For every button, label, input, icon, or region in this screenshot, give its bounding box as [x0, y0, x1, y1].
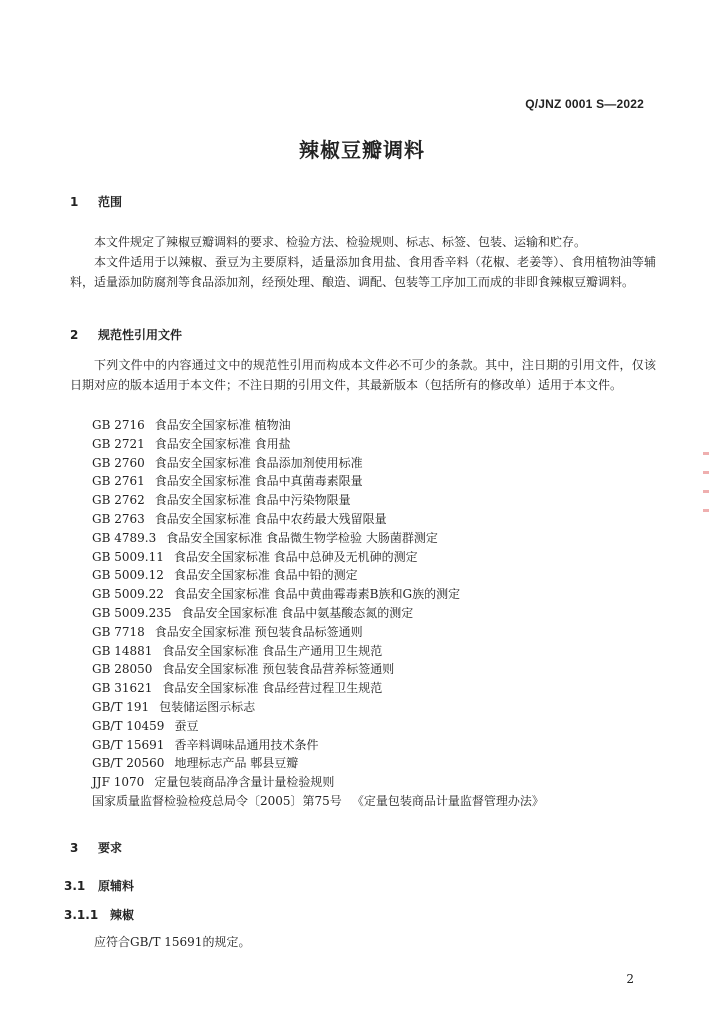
section-title: 范围 — [98, 195, 123, 209]
reference-item — [92, 792, 544, 811]
document-title: 辣椒豆瓣调料 — [299, 138, 425, 162]
reference-name: 食品安全国家标准 食品中铅的测定 — [173, 568, 358, 583]
reference-item — [92, 510, 544, 529]
reference-item — [92, 698, 544, 717]
reference-code: GB 4789.3 — [92, 530, 157, 545]
reference-item — [92, 604, 544, 623]
section-2-heading — [70, 326, 182, 343]
page-number: 2 — [626, 972, 634, 986]
reference-code: GB 2716 — [92, 418, 145, 432]
reference-code: GB 2721 — [92, 436, 145, 451]
reference-name: 食品安全国家标准 食品生产通用卫生规范 — [162, 643, 383, 658]
reference-name: 《定量包装商品计量监督管理办法》 — [351, 793, 544, 808]
reference-code: GB 28050 — [92, 662, 153, 677]
subsection-3-1-heading — [64, 877, 134, 894]
reference-item — [92, 679, 544, 698]
reference-item — [92, 754, 544, 773]
document-code: Q/JNZ 0001 S—2022 — [525, 97, 644, 111]
reference-name: 食品安全国家标准 食品中总砷及无机砷的测定 — [173, 549, 418, 564]
reference-item — [92, 416, 544, 435]
reference-code: GB 5009.22 — [92, 587, 164, 602]
reference-name: 地理标志产品 郫县豆瓣 — [174, 756, 299, 771]
reference-name: 食品安全国家标准 食品中氨基酸态氮的测定 — [181, 605, 414, 620]
section-title: 要求 — [98, 841, 123, 855]
reference-item — [92, 623, 544, 642]
reference-code: GB 5009.11 — [92, 549, 164, 564]
reference-code: GB 5009.12 — [92, 568, 164, 583]
reference-name: 食品安全国家标准 食品添加剂使用标准 — [154, 455, 363, 470]
reference-code: GB/T 10459 — [92, 718, 165, 733]
reference-item — [92, 660, 544, 679]
reference-name: 香辛料调味品通用技术条件 — [174, 737, 319, 752]
reference-code: GB 2760 — [92, 455, 145, 470]
reference-name: 食品安全国家标准 食品中污染物限量 — [154, 493, 351, 508]
reference-item — [92, 435, 544, 454]
section-1-paragraph-1: 本文件规定了辣椒豆瓣调料的要求、检验方法、检验规则、标志、标签、包装、运输和贮存。 — [94, 235, 587, 249]
reference-name: 食品安全国家标准 食品经营过程卫生规范 — [162, 681, 383, 696]
section-title: 规范性引用文件 — [98, 328, 183, 342]
reference-name: 食品安全国家标准 食用盐 — [154, 436, 291, 451]
section-number: 1 — [70, 195, 79, 209]
reference-code: GB/T 191 — [92, 699, 150, 714]
reference-code: GB 7718 — [92, 624, 145, 639]
reference-code: GB 14881 — [92, 643, 153, 658]
subsection-3-1-1-heading — [64, 906, 134, 923]
reference-item — [92, 472, 544, 491]
reference-item — [92, 566, 544, 585]
reference-code: GB 5009.235 — [92, 605, 172, 620]
reference-item — [92, 454, 544, 473]
reference-code: GB 2762 — [92, 493, 145, 508]
subsection-title: 原辅料 — [98, 879, 135, 893]
reference-item — [92, 548, 544, 567]
reference-code: 国家质量监督检验检疫总局令〔2005〕第75号 — [92, 793, 342, 808]
subsection-title: 辣椒 — [110, 908, 135, 922]
section-3-paragraph-1: 应符合GB/T 15691的规定。 — [94, 935, 251, 949]
section-number: 3 — [70, 841, 79, 855]
reference-name: 蚕豆 — [174, 718, 199, 733]
section-3-heading — [70, 839, 122, 856]
reference-name: 食品安全国家标准 植物油 — [154, 418, 291, 432]
section-1-heading — [70, 193, 122, 210]
reference-name: 包装储运图示标志 — [159, 699, 256, 714]
reference-name: 食品安全国家标准 食品微生物学检验 大肠菌群测定 — [166, 530, 438, 545]
subsection-number: 3.1 — [64, 879, 86, 893]
section-2-intro: 下列文件中的内容通过文中的规范性引用而构成本文件必不可少的条款。其中，注日期的引用文件，仅该日期对应的版本适用于本文件；不注日期的引用文件，其最新版本（包括所有的修改单）适用于本文件。 — [70, 358, 656, 392]
reference-code: GB/T 15691 — [92, 737, 165, 752]
reference-code: GB 2761 — [92, 474, 145, 489]
reference-name: 食品安全国家标准 食品中农药最大残留限量 — [154, 511, 387, 526]
subsection-number: 3.1.1 — [64, 908, 99, 922]
reference-item — [92, 529, 544, 548]
reference-list — [92, 416, 544, 811]
reference-item — [92, 491, 544, 510]
reference-item — [92, 717, 544, 736]
reference-name: 食品安全国家标准 食品中真菌毒素限量 — [154, 474, 363, 489]
reference-item — [92, 736, 544, 755]
section-number: 2 — [70, 328, 79, 342]
reference-item — [92, 773, 544, 792]
edge-stamp-mark — [703, 436, 717, 616]
reference-name: 定量包装商品净含量计量检验规则 — [154, 775, 335, 790]
reference-code: JJF 1070 — [92, 775, 145, 790]
reference-code: GB 31621 — [92, 681, 153, 696]
reference-name: 食品安全国家标准 食品中黄曲霉毒素B族和G族的测定 — [173, 587, 461, 602]
reference-name: 食品安全国家标准 预包装食品营养标签通则 — [162, 662, 395, 677]
reference-item — [92, 642, 544, 661]
reference-code: GB 2763 — [92, 511, 145, 526]
reference-name: 食品安全国家标准 预包装食品标签通则 — [154, 624, 363, 639]
reference-code: GB/T 20560 — [92, 756, 165, 771]
section-1-paragraph-2: 本文件适用于以辣椒、蚕豆为主要原料，适量添加食用盐、食用香辛料（花椒、老姜等）、食用植物油等辅料，适量添加防腐剂等食品添加剂，经预处理、酿造、调配、包装等工序加工而成的非即食辣椒豆瓣调料。 — [70, 255, 656, 289]
reference-item — [92, 585, 544, 604]
